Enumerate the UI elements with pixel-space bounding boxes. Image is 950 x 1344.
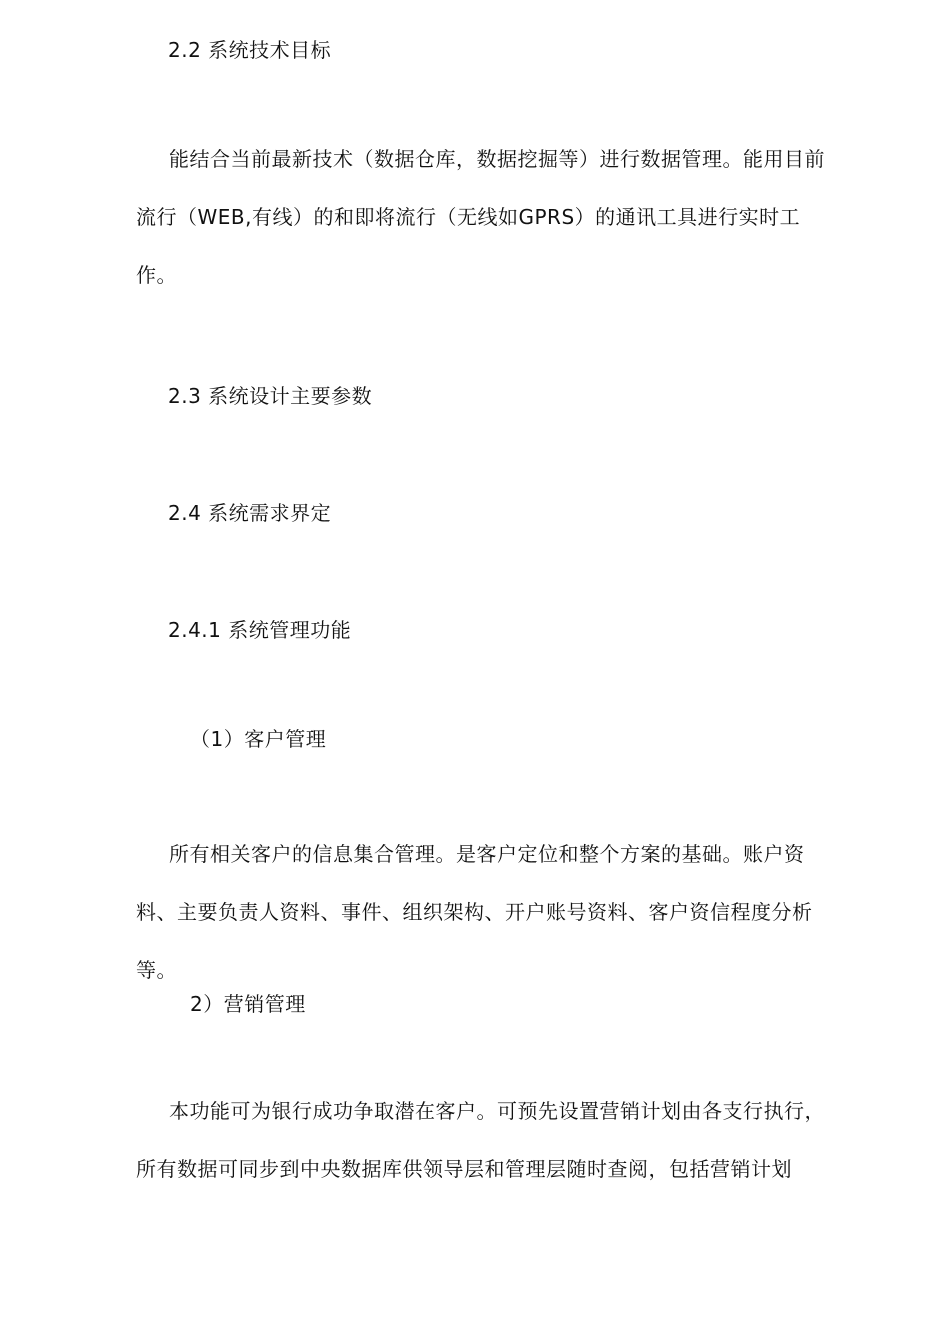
paragraph-customer-management: 所有相关客户的信息集合管理。是客户定位和整个方案的基础。账户资料、主要负责人资料、事件、组织架构、开户账号资料、客户资信程度分析等。 [136,842,813,982]
heading-2-3: 2.3 系统设计主要参数 [168,384,373,408]
paragraph-marketing-management: 本功能可为银行成功争取潜在客户。可预先设置营销计划由各支行执行，所有数据可同步到中央数据库供领导层和管理层随时查阅，包括营销计划 [136,1099,825,1181]
list-item-marketing-management: 2）营销管理 [190,992,306,1016]
heading-2-4: 2.4 系统需求界定 [168,501,332,525]
paragraph-tech-goal: 能结合当前最新技术（数据仓库，数据挖掘等）进行数据管理。能用目前流行（WEB,有线）的和即将流行（无线如GPRS）的通讯工具进行实时工作。 [136,147,825,287]
heading-2-4-1: 2.4.1 系统管理功能 [168,618,352,642]
list-item-customer-management: （1）客户管理 [190,727,327,751]
heading-2-2: 2.2 系统技术目标 [168,38,332,62]
